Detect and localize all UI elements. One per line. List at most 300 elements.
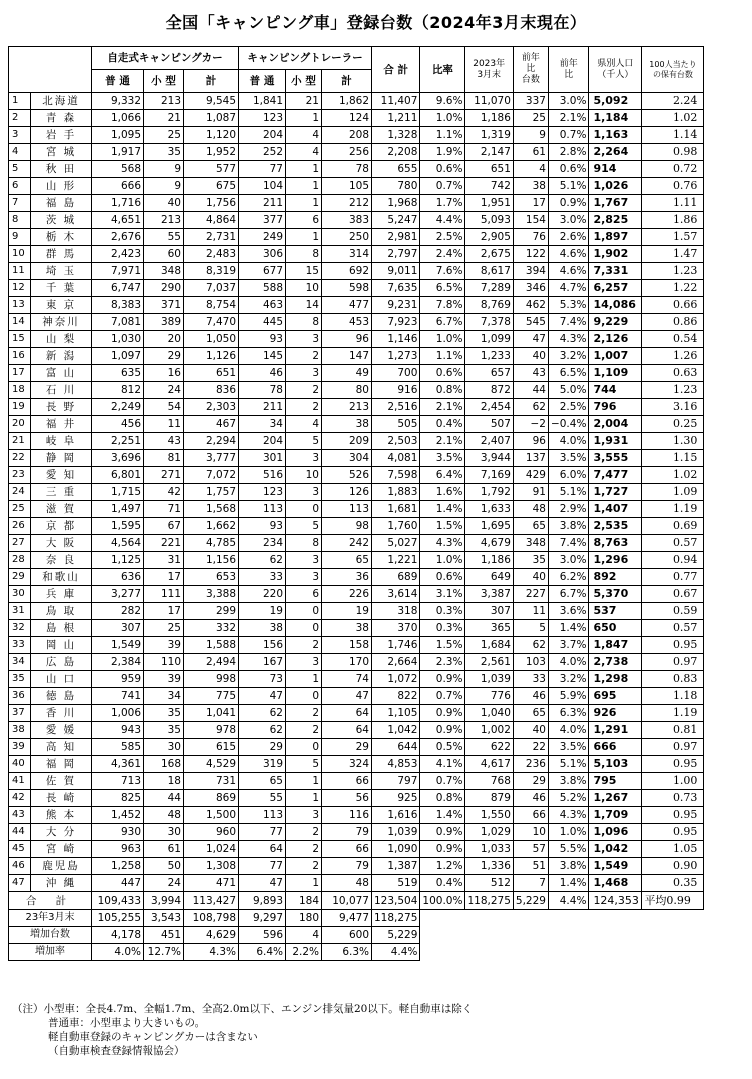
table-cell: 1 [286,161,322,178]
table-cell: 2,147 [465,144,513,161]
table-cell: 8,754 [184,297,239,314]
table-cell: 184 [286,892,322,910]
table-row [9,569,704,586]
table-cell: 2.5% [420,229,465,246]
table-cell: 5,027 [372,535,420,552]
table-cell: 1,125 [92,552,144,569]
table-cell: 山 形 [31,178,92,195]
table-cell: 京 都 [31,518,92,535]
table-cell: 2,825 [589,212,642,229]
table-cell: 4,853 [372,756,420,773]
table-cell: 7,470 [184,314,239,331]
table-row [9,552,704,569]
table-cell: 19 [9,399,31,416]
header-tr-subtotal: 計 [322,70,372,93]
table-cell: 0.9% [420,841,465,858]
table-cell: 4.3% [548,331,588,348]
table-cell: 三 重 [31,484,92,501]
table-cell: 3,614 [372,586,420,603]
table-cell: 1,146 [372,331,420,348]
table-cell: 0.9% [548,195,588,212]
table-cell: 1,452 [92,807,144,824]
table-cell: 348 [513,535,548,552]
table-cell: 80 [322,382,372,399]
table-cell: 741 [92,688,144,705]
table-cell: 宮 崎 [31,841,92,858]
table-cell: 1.2% [420,858,465,875]
table-cell: 2,905 [465,229,513,246]
table-cell: 3.1% [420,586,465,603]
table-cell: 0 [286,688,322,705]
table-cell: 649 [465,569,513,586]
table-cell: 73 [239,671,286,688]
table-cell: 7,289 [465,280,513,297]
table-cell: 1,716 [92,195,144,212]
table-cell: 4,617 [465,756,513,773]
table-cell: 2.8% [548,144,588,161]
header-sp-normal: 普 通 [92,70,144,93]
table-row [9,229,704,246]
table-cell: 105 [322,178,372,195]
registration-table [8,46,704,961]
table-cell: 577 [184,161,239,178]
table-cell: 370 [372,620,420,637]
table-cell: 48 [144,807,184,824]
table-cell: 0.95 [642,824,704,841]
table-cell: 2,249 [92,399,144,416]
table-cell: 19 [239,603,286,620]
table-cell: 9 [513,127,548,144]
table-cell: 4.3% [548,807,588,824]
table-cell: 158 [322,637,372,654]
table-cell: 1,002 [465,722,513,739]
table-cell: 124 [322,110,372,127]
table-cell: 2.2% [286,944,322,961]
table-cell: 118,275 [465,892,513,910]
table-cell: 71 [144,501,184,518]
table-cell: 1.05 [642,841,704,858]
table-cell: 5,247 [372,212,420,229]
table-cell: 0.59 [642,603,704,620]
table-cell: 4.3% [184,944,239,961]
table-cell: 1,841 [239,93,286,110]
table-row [9,450,704,467]
table-cell: 2,731 [184,229,239,246]
table-cell: 4.6% [548,263,588,280]
table-cell: 1,184 [589,110,642,127]
table-cell: 60 [144,246,184,263]
table-cell: 588 [239,280,286,297]
table-cell: 655 [372,161,420,178]
table-cell: 797 [372,773,420,790]
table-cell: 220 [239,586,286,603]
table-row [9,467,704,484]
header-tr-normal: 普 通 [239,70,286,93]
prev-label: 23年3月末 [9,910,92,927]
table-cell: 35 [144,144,184,161]
table-cell: 775 [184,688,239,705]
table-cell: 930 [92,824,144,841]
table-cell: 96 [322,331,372,348]
table-cell: 56 [322,790,372,807]
table-cell: 5.1% [548,756,588,773]
header-self-propelled: 自走式キャンピングカー [92,47,239,70]
table-cell: 304 [322,450,372,467]
note-line: （自動車検査登録情報協会） [48,1045,185,1057]
table-cell: 47 [9,875,31,892]
table-cell: 46 [9,858,31,875]
table-cell: 113,427 [184,892,239,910]
table-cell: 43 [513,365,548,382]
table-cell: 0.7% [420,688,465,705]
table-cell: 113 [239,501,286,518]
table-cell: 307 [465,603,513,620]
table-cell: 301 [239,450,286,467]
table-cell: 2,251 [92,433,144,450]
table-cell: 0.81 [642,722,704,739]
table-cell: 65 [513,705,548,722]
table-cell: 1.4% [420,501,465,518]
table-cell: 598 [322,280,372,297]
table-cell: 0.83 [642,671,704,688]
table-cell: 3 [286,552,322,569]
table-cell: 6.7% [548,586,588,603]
table-cell: 62 [513,637,548,654]
table-cell: 香 川 [31,705,92,722]
table-cell: 644 [372,739,420,756]
table-cell: 2.1% [420,433,465,450]
table-cell: 622 [465,739,513,756]
table-cell: 1.1% [420,127,465,144]
table-cell: 394 [513,263,548,280]
table-cell: 広 島 [31,654,92,671]
table-cell: 77 [239,161,286,178]
table-cell: 113 [239,807,286,824]
rate-row [9,944,704,961]
table-cell: 12.7% [144,944,184,961]
table-cell: 314 [322,246,372,263]
table-cell: 38 [322,416,372,433]
table-cell: 10,077 [322,892,372,910]
table-cell: 62 [239,552,286,569]
header-blank [9,47,92,93]
table-cell: 岩 手 [31,127,92,144]
table-cell: 47 [513,331,548,348]
table-cell: 17 [144,603,184,620]
table-cell: 5 [513,620,548,637]
table-cell: 1.9% [420,144,465,161]
table-cell: 429 [513,467,548,484]
header-trailer: キャンピングトレーラー [239,47,372,70]
table-cell: 7,081 [92,314,144,331]
table-cell: 825 [92,790,144,807]
table-cell: 0.86 [642,314,704,331]
table-cell: 692 [322,263,372,280]
table-cell: 0 [286,739,322,756]
table-cell: 2.5% [548,399,588,416]
note-line: 普通車：小型車より大きいもの。 [48,1017,206,1029]
table-cell: 744 [589,382,642,399]
table-cell: 7,169 [465,467,513,484]
table-cell: 5 [286,433,322,450]
table-cell: 29 [322,739,372,756]
table-cell: 123 [239,484,286,501]
table-cell: 2,675 [465,246,513,263]
table-cell: 9,477 [322,910,372,927]
table-cell: 2,208 [372,144,420,161]
table-cell: 271 [144,467,184,484]
table-cell: 1,024 [184,841,239,858]
table-cell: 0.7% [420,773,465,790]
table-cell: 213 [144,93,184,110]
table-cell: 4,785 [184,535,239,552]
table-cell: 66 [322,773,372,790]
table-cell: 5,370 [589,586,642,603]
table-cell: 0.90 [642,858,704,875]
table-cell: 4,564 [92,535,144,552]
table-cell: 780 [372,178,420,195]
table-cell: 福 井 [31,416,92,433]
table-cell: 埼 玉 [31,263,92,280]
table-cell: 1,029 [465,824,513,841]
table-cell: 北海道 [31,93,92,110]
table-cell: 337 [513,93,548,110]
table-cell: 8,383 [92,297,144,314]
table-cell: 島 根 [31,620,92,637]
table-cell: 4,864 [184,212,239,229]
table-cell: 0.95 [642,807,704,824]
table-row [9,671,704,688]
header-per100 [642,47,704,93]
table-cell: 1.0% [420,331,465,348]
table-cell: 0.95 [642,637,704,654]
table-row [9,739,704,756]
table-cell: 8,769 [465,297,513,314]
table-cell: 1,684 [465,637,513,654]
table-row [9,161,704,178]
table-cell: 2,294 [184,433,239,450]
table-cell: 1,087 [184,110,239,127]
table-row [9,773,704,790]
table-cell: 507 [465,416,513,433]
table-cell: 332 [184,620,239,637]
table-cell: 65 [513,518,548,535]
table-cell: 44 [144,790,184,807]
table-cell: 100.0% [420,892,465,910]
table-cell: 55 [144,229,184,246]
table-cell: 石 川 [31,382,92,399]
table-cell: 0.76 [642,178,704,195]
table-cell: 16 [9,348,31,365]
table-cell: 6.5% [548,365,588,382]
table-cell: 2.24 [642,93,704,110]
table-cell: 41 [9,773,31,790]
table-cell: 6.3% [548,705,588,722]
table-cell: 長 崎 [31,790,92,807]
table-cell: 7,923 [372,314,420,331]
table-cell: 600 [322,927,372,944]
table-cell: 愛 知 [31,467,92,484]
table-cell: 48 [322,875,372,892]
header-population-text: 県別人口 （千人） [597,58,634,80]
table-cell: 1,186 [465,110,513,127]
note-line: （注）小型車：全長4.7m、全幅1.7m、全高2.0m以下、エンジン排気量20以下。軽自動車は除く [12,1003,473,1015]
table-cell: 1,595 [92,518,144,535]
table-cell: 0.77 [642,569,704,586]
table-cell: 5,229 [513,892,548,910]
table-cell: 5.9% [548,688,588,705]
table-cell: 1.15 [642,450,704,467]
table-cell: 445 [239,314,286,331]
table-cell: 0.6% [548,161,588,178]
table-cell: 1.18 [642,688,704,705]
table-cell: 1,468 [589,875,642,892]
table-cell: 1,039 [465,671,513,688]
table-cell: 209 [322,433,372,450]
table-cell: 1 [286,790,322,807]
table-cell: 1,767 [589,195,642,212]
table-cell: 10 [286,467,322,484]
table-cell: 1,715 [92,484,144,501]
table-cell: 6,801 [92,467,144,484]
table-cell: 1,039 [372,824,420,841]
table-cell: 49 [322,365,372,382]
table-cell: 5.2% [548,790,588,807]
table-cell: 30 [144,739,184,756]
table-cell: 千 葉 [31,280,92,297]
table-cell: 9,332 [92,93,144,110]
table-cell: 651 [465,161,513,178]
table-cell: 8,617 [465,263,513,280]
table-cell: 3 [9,127,31,144]
total-label: 合 計 [9,892,92,910]
table-cell: 40 [513,722,548,739]
table-cell: 0.3% [420,620,465,637]
table-body [9,93,704,961]
table-cell: 236 [513,756,548,773]
table-cell: 0 [286,603,322,620]
table-cell: 0.57 [642,620,704,637]
table-cell: 11,070 [465,93,513,110]
table-cell: 新 潟 [31,348,92,365]
table-cell: 318 [372,603,420,620]
table-cell: 61 [144,841,184,858]
table-cell: 1,096 [589,824,642,841]
table-cell: 9,229 [589,314,642,331]
table-cell: 635 [92,365,144,382]
table-cell: 47 [239,875,286,892]
table-row [9,93,704,110]
table-cell: 447 [92,875,144,892]
table-cell: 1,006 [92,705,144,722]
header-population [589,47,642,93]
table-cell: 1.19 [642,705,704,722]
table-cell: 77 [239,824,286,841]
table-cell: 9 [9,229,31,246]
table-cell: 19 [322,603,372,620]
table-cell: 3.6% [548,603,588,620]
table-cell: 4.6% [548,246,588,263]
table-cell: 1,050 [184,331,239,348]
table-cell: 1,072 [372,671,420,688]
table-cell: 38 [239,620,286,637]
table-cell: 3.5% [548,450,588,467]
table-cell: 1,727 [589,484,642,501]
table-cell: 154 [513,212,548,229]
table-cell: 0.9% [420,722,465,739]
table-cell: 3.0% [548,93,588,110]
table-cell: 208 [322,127,372,144]
table-cell: 山 口 [31,671,92,688]
table-cell: 6,747 [92,280,144,297]
table-cell: 1,760 [372,518,420,535]
table-cell: 愛 媛 [31,722,92,739]
table-row [9,212,704,229]
table-row [9,178,704,195]
table-cell: 451 [144,927,184,944]
table-cell: 1,296 [589,552,642,569]
table-cell: 17 [9,365,31,382]
table-cell: 山 梨 [31,331,92,348]
table-cell: 1.02 [642,467,704,484]
table-cell: 689 [372,569,420,586]
table-cell: 3 [286,365,322,382]
table-cell: 21 [144,110,184,127]
table-row [9,841,704,858]
table-cell: 0.95 [642,756,704,773]
table-cell: 1.4% [420,807,465,824]
table-cell: 2.1% [420,399,465,416]
table-cell: 46 [239,365,286,382]
table-cell: 156 [239,637,286,654]
page-title: 全国「キャンピング車」登録台数（2024年3月末現在） [165,13,587,32]
table-cell: 1.30 [642,433,704,450]
table-cell: 7,037 [184,280,239,297]
table-cell: 477 [322,297,372,314]
table-cell: 7.4% [548,314,588,331]
table-cell: 0.9% [420,671,465,688]
table-cell: 14 [286,297,322,314]
table-cell: 519 [372,875,420,892]
table-cell: 8 [286,535,322,552]
table-cell: 40 [9,756,31,773]
table-cell: 2,664 [372,654,420,671]
table-cell: 1,040 [465,705,513,722]
table-cell: 1.5% [420,518,465,535]
table-cell: 48 [513,501,548,518]
header-2023 [465,47,513,93]
table-cell: 453 [322,314,372,331]
table-cell: 145 [239,348,286,365]
table-cell: 822 [372,688,420,705]
table-row [9,484,704,501]
table-row [9,518,704,535]
table-cell: 4.0% [92,944,144,961]
blank-cell [420,910,704,927]
table-cell: 1,917 [92,144,144,161]
table-cell: 40 [144,195,184,212]
table-cell: 615 [184,739,239,756]
header-per100-text: 100人当たり の保有台数 [649,59,697,79]
table-cell: 2.6% [548,229,588,246]
table-cell: 471 [184,875,239,892]
table-cell: 227 [513,586,548,603]
table-cell: 0.7% [548,127,588,144]
table-cell: 3 [286,654,322,671]
table-row [9,586,704,603]
table-cell: 872 [465,382,513,399]
table-cell: 211 [239,399,286,416]
